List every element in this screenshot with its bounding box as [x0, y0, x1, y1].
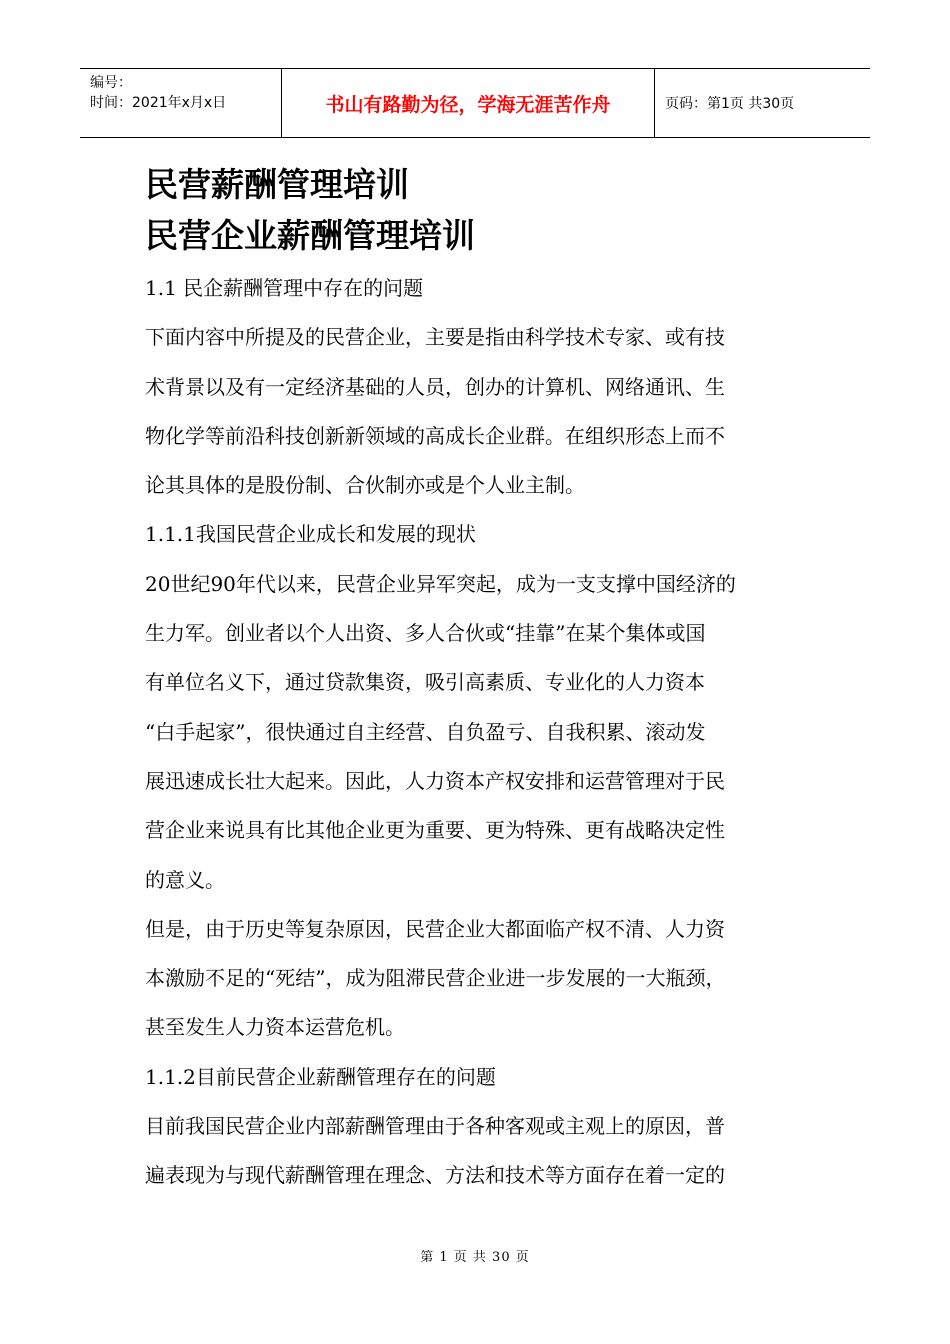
body-line: 目前我国民营企业内部薪酬管理由于各种客观或主观上的原因，普	[145, 1114, 725, 1139]
header-table	[80, 68, 870, 138]
header-meta-cell	[80, 69, 282, 137]
body-line: 术背景以及有一定经济基础的人员，创办的计算机、网络通讯、生	[145, 374, 725, 399]
body-line: 有单位名义下，通过贷款集资，吸引高素质、专业化的人力资本	[145, 670, 705, 695]
body-line: 本激励不足的“死结”，成为阻滞民营企业进一步发展的一大瓶颈，	[145, 966, 726, 991]
body-line: 的意义。	[145, 867, 225, 892]
body-line: 甚至发生人力资本运营危机。	[145, 1015, 405, 1040]
document-time-label: 时间：2021年x月x日	[90, 95, 227, 111]
body-line: 但是，由于历史等复杂原因，民营企业大都面临产权不清、人力资	[145, 916, 725, 941]
page-footer: 第 1 页 共 30 页	[420, 1250, 530, 1265]
section-heading: 1.1.2目前民营企业薪酬管理存在的问题	[145, 1064, 496, 1089]
body-line: 展迅速成长壮大起来。因此，人力资本产权安排和运营管理对于民	[145, 768, 725, 793]
body-line: 营企业来说具有比其他企业更为重要、更为特殊、更有战略决定性	[145, 818, 725, 843]
body-line: 遍表现为与现代薪酬管理在理念、方法和技术等方面存在着一定的	[145, 1163, 725, 1188]
body-line: 论其具体的是股份制、合伙制亦或是个人业主制。	[145, 473, 585, 498]
document-number-label: 编号：	[90, 75, 132, 91]
document-subtitle: 民营企业薪酬管理培训	[145, 216, 475, 255]
body-line: 20世纪90年代以来，民营企业异军突起，成为一支支撑中国经济的	[145, 571, 736, 596]
body-line: “白手起家”，很快通过自主经营、自负盈亏、自我积累、滚动发	[145, 719, 706, 744]
body-line: 物化学等前沿科技创新新领域的高成长企业群。在组织形态上而不	[145, 423, 725, 448]
document-body	[145, 264, 825, 1201]
header-motto: 书山有路勤为径，学海无涯苦作舟	[282, 69, 655, 137]
header-page-info: 页码：第1页 共30页	[665, 96, 795, 112]
section-heading: 1.1 民企薪酬管理中存在的问题	[145, 276, 424, 300]
document-title: 民营薪酬管理培训	[145, 165, 409, 204]
body-line: 下面内容中所提及的民营企业，主要是指由科学技术专家、或有技	[145, 325, 725, 350]
section-heading: 1.1.1我国民营企业成长和发展的现状	[145, 522, 476, 547]
body-line: 生力军。创业者以个人出资、多人合伙或“挂靠”在某个集体或国	[145, 621, 706, 646]
